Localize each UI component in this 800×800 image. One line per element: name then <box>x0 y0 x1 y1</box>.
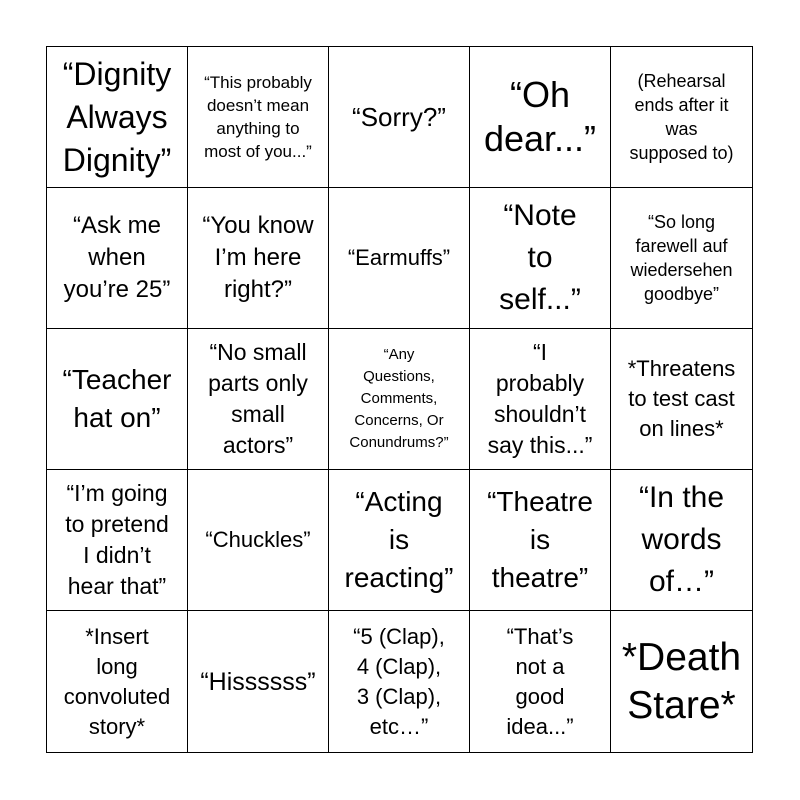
cell-text: “Dignity Always Dignity” <box>62 55 172 178</box>
cell-text: “Hissssss” <box>200 667 316 696</box>
bingo-cell-r3c4[interactable] <box>470 329 611 470</box>
bingo-cell-r4c3[interactable] <box>329 470 470 611</box>
bingo-cell-r3c5[interactable] <box>611 329 752 470</box>
bingo-cell-r2c1[interactable] <box>47 188 188 329</box>
bingo-cell-r5c4[interactable] <box>470 611 611 752</box>
bingo-cell-r5c5[interactable] <box>611 611 752 752</box>
bingo-cell-r1c5[interactable] <box>611 47 752 188</box>
cell-text: “Ask me when you’re 25” <box>63 212 171 303</box>
bingo-cell-r4c4[interactable] <box>470 470 611 611</box>
bingo-cell-r1c3[interactable] <box>329 47 470 188</box>
cell-text: “Note to self...” <box>499 199 581 316</box>
cell-text: (Rehearsal ends after it was supposed to) <box>629 71 734 163</box>
cell-text: “No small parts only small actors” <box>208 339 308 458</box>
cell-text: “You know I’m here right?” <box>202 212 314 303</box>
cell-text: *Death Stare* <box>621 635 742 727</box>
cell-text: “Earmuffs” <box>347 245 451 270</box>
cell-text: “I’m going to pretend I didn’t hear that” <box>65 480 169 599</box>
bingo-board <box>46 46 753 753</box>
cell-text: *Threatens to test cast on lines* <box>627 356 736 441</box>
cell-text: “This probably doesn’t mean anything to most of you...” <box>204 73 312 161</box>
bingo-cell-r5c1[interactable] <box>47 611 188 752</box>
bingo-cell-r1c1[interactable] <box>47 47 188 188</box>
cell-text: “Teacher hat on” <box>62 364 172 433</box>
bingo-cell-r3c2[interactable] <box>188 329 329 470</box>
cell-text: “Any Questions, Comments, Concerns, Or Conundrums?” <box>349 346 449 451</box>
cell-text: “Sorry?” <box>352 102 446 132</box>
bingo-cell-r2c5[interactable] <box>611 188 752 329</box>
cell-text: “Chuckles” <box>205 527 311 552</box>
bingo-cell-r4c5[interactable] <box>611 470 752 611</box>
bingo-cell-r4c1[interactable] <box>47 470 188 611</box>
cell-text: “So long farewell auf wiedersehen goodbye” <box>630 212 733 304</box>
cell-text: “I probably shouldn’t say this...” <box>487 339 593 458</box>
bingo-cell-r3c1[interactable] <box>47 329 188 470</box>
cell-text: “Acting is reacting” <box>344 486 454 593</box>
cell-text: *Insert long convoluted story* <box>63 623 171 739</box>
bingo-cell-r4c2[interactable] <box>188 470 329 611</box>
bingo-cell-r5c3[interactable] <box>329 611 470 752</box>
bingo-cell-r1c4[interactable] <box>470 47 611 188</box>
cell-text: “In the words of…” <box>638 481 725 598</box>
cell-text: “5 (Clap), 4 (Clap), 3 (Clap), etc…” <box>353 623 445 739</box>
bingo-cell-r1c2[interactable] <box>188 47 329 188</box>
bingo-cell-r3c3[interactable] <box>329 329 470 470</box>
cell-text: “Theatre is theatre” <box>487 486 593 593</box>
cell-text: “That’s not a good idea...” <box>506 623 574 739</box>
bingo-cell-r2c4[interactable] <box>470 188 611 329</box>
bingo-cell-r2c2[interactable] <box>188 188 329 329</box>
bingo-cell-r2c3[interactable] <box>329 188 470 329</box>
bingo-cell-r5c2[interactable] <box>188 611 329 752</box>
cell-text: “Oh dear...” <box>483 74 597 159</box>
